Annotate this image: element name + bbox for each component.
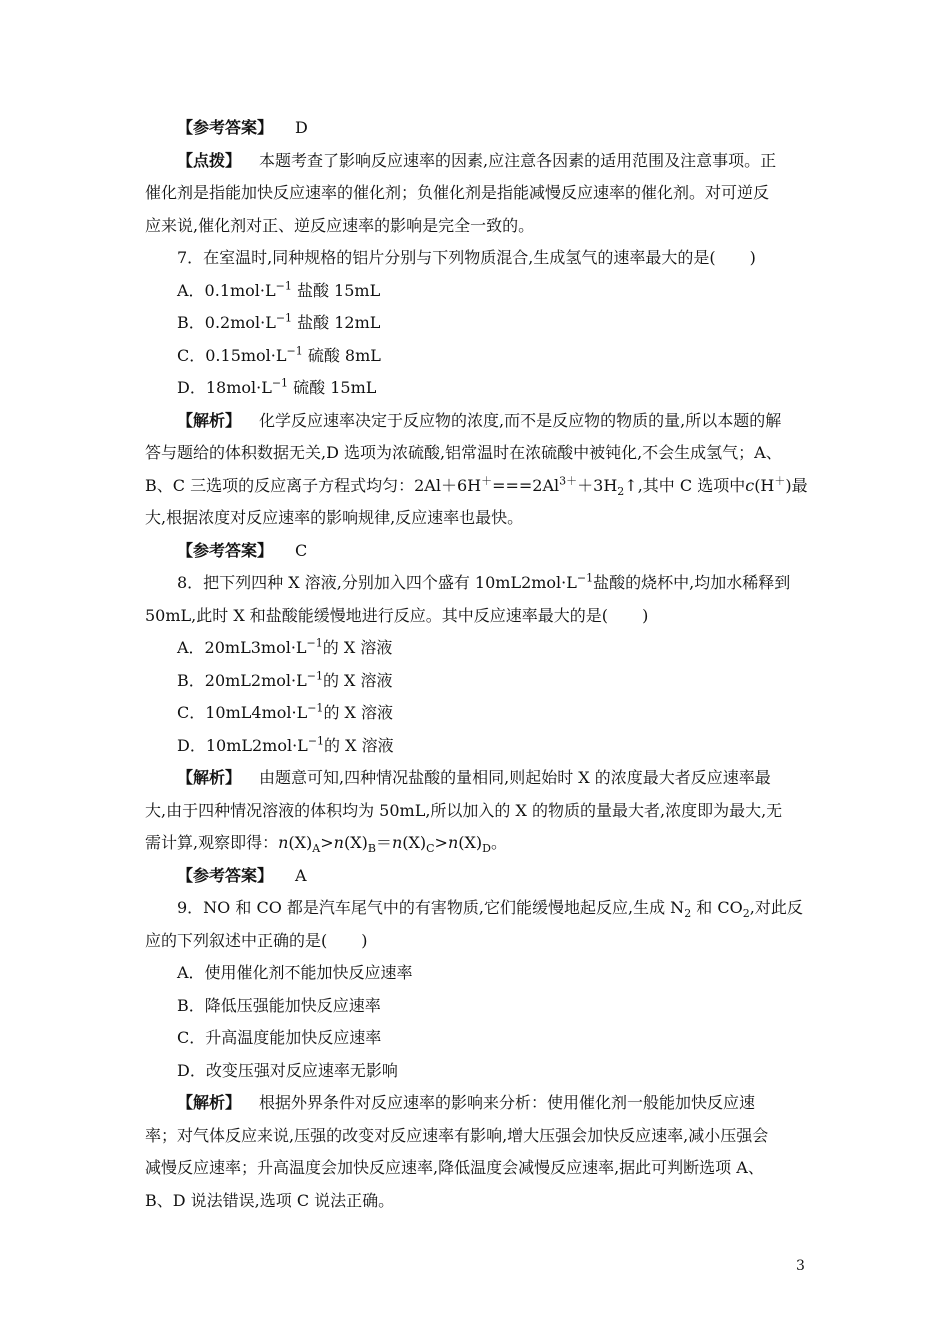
subscript: B xyxy=(367,842,376,856)
q7-option-b xyxy=(145,307,805,340)
q7-stem-end: ) xyxy=(749,248,756,267)
superscript: −1 xyxy=(307,734,325,748)
option-text: D．18mol·L xyxy=(177,378,272,397)
superscript: ＋ xyxy=(774,474,786,488)
stem-text: 和 CO xyxy=(696,898,743,917)
page-content xyxy=(145,112,808,1217)
q7-analysis-line-3 xyxy=(145,470,808,503)
superscript: −1 xyxy=(286,344,303,358)
q7-analysis-line-2: 答与题给的体积数据无关,D 选项为浓硫酸,铝常温时在浓硫酸中被钝化,不会生成氢气；A、 xyxy=(145,443,782,462)
analysis-text: 根据外界条件对反应速率的影响来分析：使用催化剂一般能加快反应速 xyxy=(259,1093,756,1112)
option-text: 盐酸 15mL xyxy=(296,280,381,300)
q8-analysis-line-1 xyxy=(145,762,805,795)
operator: ＝ xyxy=(375,833,392,852)
equation-text: ===2Al xyxy=(492,475,560,495)
amount-symbol: n xyxy=(278,833,289,852)
q6-hint-line-3: 应来说,催化剂对正、逆反应速率的影响是完全一致的。 xyxy=(145,215,535,235)
subscript: D xyxy=(482,842,491,856)
q6-answer-line xyxy=(145,112,805,145)
equation-text: (H xyxy=(754,475,775,495)
analysis-text: (X) xyxy=(343,833,368,852)
q7-option-c xyxy=(145,340,805,373)
stem-text: ,对此反 xyxy=(749,898,803,917)
option-text: A．20mL3mol·L xyxy=(177,638,307,657)
q8-option-c xyxy=(145,697,805,730)
stem-text: 50mL,此时 X 和盐酸能缓慢地进行反应。其中反应速率最大的是( xyxy=(145,605,609,625)
option-text: C．0.15mol·L xyxy=(177,345,287,365)
option-text: B．20mL2mol·L xyxy=(177,670,307,690)
analysis-text: (X) xyxy=(402,833,427,852)
stem-text: 盐酸的烧杯中,均加水稀释到 xyxy=(593,573,791,592)
q6-hint-line-2: 催化剂是指能加快反应速率的催化剂；负催化剂是指能减慢反应速率的催化剂。对可逆反 xyxy=(145,183,770,202)
analysis-text: (X) xyxy=(458,833,483,852)
concentration-symbol: c xyxy=(745,475,755,495)
q9-option-b: B．降低压强能加快反应速率 xyxy=(177,995,381,1015)
answer-tag: 【参考答案】 xyxy=(177,540,274,560)
subscript: 2 xyxy=(617,484,625,498)
option-text: 盐酸 12mL xyxy=(297,313,381,332)
analysis-text: 需计算,观察即得： xyxy=(145,833,279,852)
q9-option-d: D．改变压强对反应速率无影响 xyxy=(177,1060,398,1080)
q9-option-a: A．使用催化剂不能加快反应速率 xyxy=(177,963,413,982)
answer-value: D xyxy=(295,118,308,137)
stem-text: 9．NO 和 CO 都是汽车尾气中的有害物质,它们能缓慢地起反应,生成 N xyxy=(177,898,685,917)
superscript: −1 xyxy=(307,701,324,715)
option-text: 硫酸 15mL xyxy=(293,378,377,397)
analysis-text: 。 xyxy=(490,833,507,852)
q8-analysis-line-3 xyxy=(145,827,805,860)
subscript: 2 xyxy=(742,907,750,921)
answer-value: C xyxy=(295,540,308,560)
superscript: −1 xyxy=(306,636,323,650)
subscript: C xyxy=(426,842,435,856)
equation-text: B、C 三选项的反应离子方程式均匀：2Al＋6H xyxy=(145,475,482,495)
operator: > xyxy=(320,833,334,852)
operator: > xyxy=(434,833,448,852)
superscript: −1 xyxy=(275,279,292,293)
q8-answer-line xyxy=(145,860,805,893)
equation-text: ＋3H xyxy=(577,475,618,495)
q7-option-d xyxy=(145,372,805,405)
q9-stem-line-2 xyxy=(145,925,805,958)
option-text: 的 X 溶液 xyxy=(322,638,393,657)
q8-analysis-line-2: 大,由于四种情况溶液的体积均为 50mL,所以加入的 X 的物质的量最大者,浓度即为最大,无 xyxy=(145,800,783,820)
subscript: A xyxy=(312,842,321,856)
superscript: −1 xyxy=(275,311,293,325)
q9-stem-line-1 xyxy=(145,892,805,925)
q9-analysis-line-1 xyxy=(145,1087,805,1120)
option-text: B．0.2mol·L xyxy=(177,313,276,332)
page-number: 3 xyxy=(796,1258,805,1274)
stem-text: 应的下列叙述中正确的是( xyxy=(145,930,328,950)
q8-stem-line-2 xyxy=(145,600,805,633)
stem-text: 8．把下列四种 X 溶液,分别加入四个盛有 10mL2mol·L xyxy=(177,573,577,592)
q7-stem-text: 7．在室温时,同种规格的铝片分别与下列物质混合,生成氢气的速率最大的是( xyxy=(177,248,716,267)
superscript: −1 xyxy=(576,571,594,585)
amount-symbol: n xyxy=(333,833,344,852)
answer-tag: 【参考答案】 xyxy=(177,118,274,137)
q9-option-c: C．升高温度能加快反应速率 xyxy=(177,1028,382,1047)
q7-answer-line xyxy=(145,535,805,568)
q7-option-a xyxy=(145,275,805,308)
q8-option-a xyxy=(145,632,805,665)
q8-option-b xyxy=(145,665,805,698)
hint-text: 本题考查了影响反应速率的因素,应注意各因素的适用范围及注意事项。正 xyxy=(259,150,777,170)
hint-tag: 【点拨】 xyxy=(177,150,242,170)
answer-tag: 【参考答案】 xyxy=(177,865,274,885)
q6-hint-line-1 xyxy=(145,145,805,178)
analysis-text: 化学反应速率决定于反应物的浓度,而不是反应物的物质的量,所以本题的解 xyxy=(259,410,782,430)
q7-analysis-line-1 xyxy=(145,405,805,438)
subscript: 2 xyxy=(684,907,692,921)
superscript: 3＋ xyxy=(559,474,578,488)
option-text: C．10mL4mol·L xyxy=(177,703,308,722)
option-text: A．0.1mol·L xyxy=(177,280,276,300)
analysis-tag: 【解析】 xyxy=(177,410,242,430)
equation-text: ↑,其中 C 选项中 xyxy=(624,475,746,495)
analysis-text: (X) xyxy=(288,833,313,852)
analysis-text: 由题意可知,四种情况盐酸的量相同,则起始时 X 的浓度最大者反应速率最 xyxy=(259,768,771,787)
q7-analysis-line-4: 大,根据浓度对反应速率的影响规律,反应速率也最快。 xyxy=(145,508,524,527)
superscript: ＋ xyxy=(481,474,493,488)
answer-value: A xyxy=(295,865,307,885)
amount-symbol: n xyxy=(391,833,403,852)
q8-stem-line-1 xyxy=(145,567,805,600)
option-text: 的 X 溶液 xyxy=(324,735,394,755)
q9-analysis-line-3: 减慢反应速率；升高温度会加快反应速率,降低温度会减慢反应速率,据此可判断选项 A、 xyxy=(145,1158,764,1177)
q8-option-d xyxy=(145,730,805,763)
option-text: 硫酸 8mL xyxy=(307,345,381,365)
stem-end: ) xyxy=(361,930,368,950)
amount-symbol: n xyxy=(447,833,459,852)
q9-analysis-line-4: B、D 说法错误,选项 C 说法正确。 xyxy=(145,1190,395,1210)
option-text: 的 X 溶液 xyxy=(322,670,393,690)
analysis-tag: 【解析】 xyxy=(177,1093,242,1112)
analysis-tag: 【解析】 xyxy=(177,768,242,787)
option-text: 的 X 溶液 xyxy=(323,703,394,722)
q7-stem xyxy=(145,242,805,275)
q9-analysis-line-2: 率；对气体反应来说,压强的改变对反应速率有影响,增大压强会加快反应速率,减小压强会 xyxy=(145,1125,769,1145)
superscript: −1 xyxy=(271,376,289,390)
superscript: −1 xyxy=(306,669,323,683)
equation-text: )最 xyxy=(785,475,808,495)
option-text: D．10mL2mol·L xyxy=(177,735,308,755)
stem-end: ) xyxy=(642,605,649,625)
